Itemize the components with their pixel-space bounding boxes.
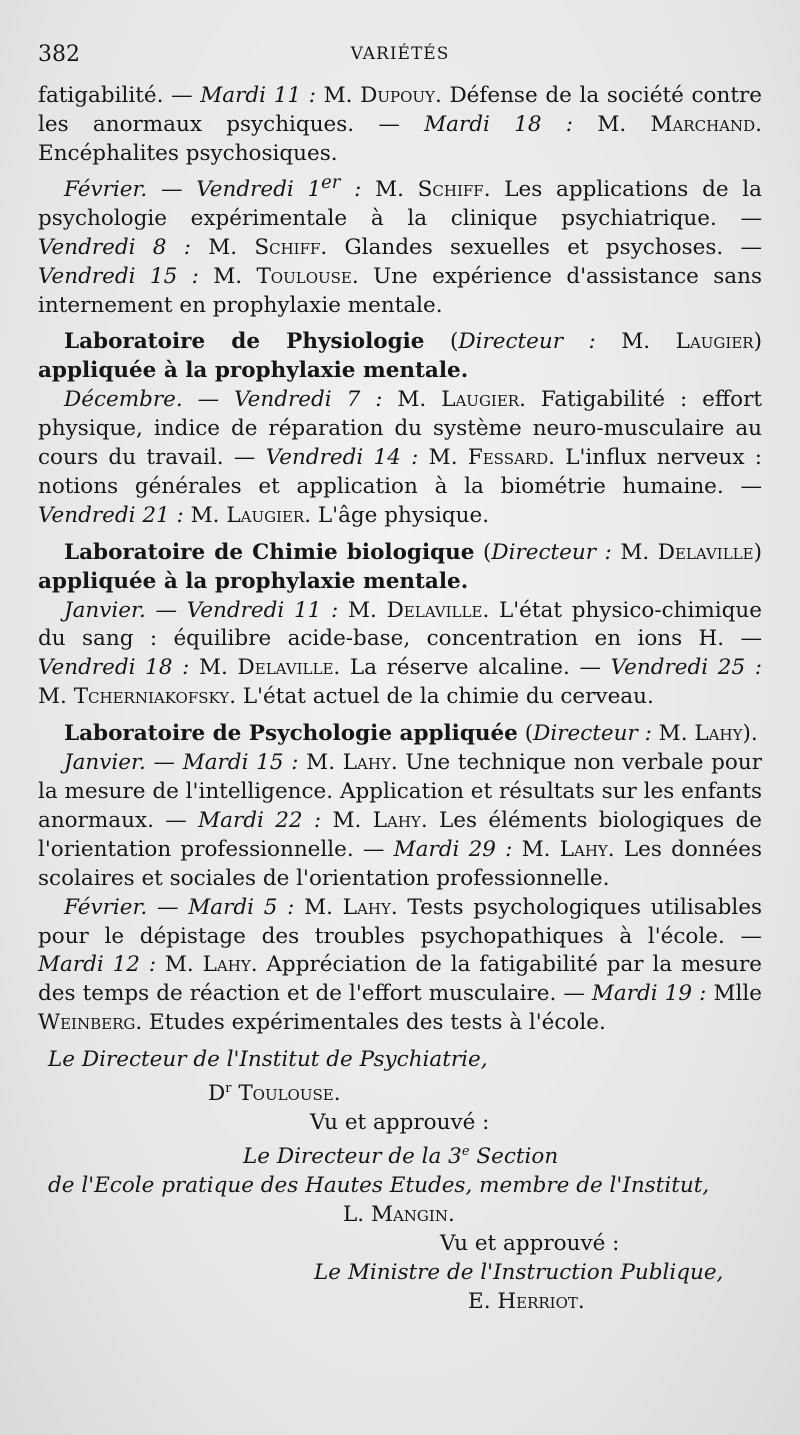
text: . Les données scolaires et sociales de l'orientation professionnelle. [38,836,762,891]
text: . L'état physico-chimique du sang : équilibre acide-base, concentration en ions H. — [38,597,762,652]
signatory-initial: L. [343,1202,371,1227]
text: M. [512,836,560,862]
heading-lab-chimie [38,539,762,597]
text: M. [382,387,442,413]
approval-text: Vu et approuvé : [310,1110,490,1136]
text: Mlle [706,981,762,1007]
signatory-name: Toulouse [238,1081,334,1107]
signature-title-text: Section [469,1144,559,1170]
date-label: Vendredi 15 : [38,263,199,289]
lab-title: Laboratoire de Chimie biologique [64,539,475,565]
signature-1-title [38,1046,762,1075]
text: M. [321,807,373,833]
date-label: Vendredi 18 : [38,655,190,681]
superscript: er [321,171,341,193]
lab-title: Laboratoire de Physiologie [64,329,425,355]
text: . Glandes sexuelles et psychoses. — [320,234,762,260]
heading-lab-psychologie [38,720,762,749]
speaker-name: Laugier [441,387,520,413]
speaker-name: Fessard [467,445,549,471]
text: M. [294,894,343,920]
text: fatigabilité. — [38,83,201,108]
date-label: Vendredi 21 : [38,502,184,528]
speaker-name: Delaville [237,655,334,681]
signature-title-text: Le Directeur de la 3 [243,1144,462,1170]
date-label: Mardi 22 : [198,807,322,833]
signature-3-name [38,1288,762,1317]
speaker-name: Schiff [417,176,484,202]
date-label: Mardi 18 : [424,111,574,137]
text: M. [198,263,257,289]
text: . Etudes expérimentales des tests à l'école. [135,1010,606,1036]
text: . Une technique non verbale pour la mesure de l'intelligence. Application et résultats sur les enfants anormaux. — [38,750,762,833]
speaker-name: Toulouse [256,263,352,289]
signature-3-approved [38,1230,762,1259]
superscript: r [225,1081,232,1097]
signature-2-institution [38,1172,762,1201]
text: . [333,1081,341,1107]
date-label: Janvier. — Vendredi 11 : [64,597,339,623]
text: ( [474,539,492,565]
date-label: Mardi 29 : [393,836,513,862]
date-label: Mardi 19 : [591,981,707,1007]
text: M. [298,750,343,776]
date-label: Février. — Mardi 5 : [64,894,295,920]
page-header [38,42,762,82]
approval-text: Vu et approuvé : [440,1230,620,1256]
text: . [447,1202,455,1227]
paragraph-psychologie-fevrier [38,894,762,1039]
text: M. [315,83,361,108]
text: M. [183,502,227,528]
lab-title: appliquée à la prophylaxie mentale. [38,358,469,384]
speaker-name: Tcherniakofsky [73,684,230,710]
text: . Les applications de la psychologie expérimentale à la clinique psychiatrique. — [38,176,762,231]
text: . Appréciation de la fatigabilité par la mesure des temps de réaction et de l'effort musculaire. — [38,952,762,1007]
director-name: Laugier [675,329,754,355]
text: . L'état actuel de la chimie du cerveau. [229,684,654,710]
signature-2-title [38,1138,762,1172]
text: ). [742,721,758,747]
text: . Une expérience d'assistance sans internement en prophylaxie mentale. [38,263,762,318]
paragraph-psychiatrie-fevrier [38,169,762,321]
date-label: : [340,176,362,202]
title-abbrev: D [208,1081,226,1107]
page-number: 382 [38,42,80,67]
text: ) [753,329,762,355]
text: . Encéphalites psychosiques. [38,111,762,166]
text: M. [361,176,418,202]
date-label: Décembre. — Vendredi 7 : [64,387,383,413]
text: M. [38,684,74,710]
text: . L'âge physique. [304,502,490,528]
date-label: Janvier. — Mardi 15 : [64,750,299,776]
date-label: Vendredi 14 : [265,445,419,471]
text: . [577,1288,585,1314]
paragraph-psychiatrie-janvier [38,82,762,169]
paragraph-physiologie-decembre [38,386,762,531]
speaker-name: Lahy [342,750,391,776]
speaker-name: Lahy [202,952,251,978]
signature-3-title [38,1259,762,1288]
signatory-name: Herriot [497,1288,578,1314]
date-label: Vendredi 25 : [610,655,763,681]
speaker-name: Lahy [342,894,391,920]
text: M. [573,111,651,137]
signature-2-approved [38,1109,762,1138]
speaker-name: Laugier [226,502,305,528]
text: . L'influx nerveux : notions générales et application à la biométrie humaine. — [38,445,762,499]
director-label: Directeur : [491,539,612,565]
body-text [38,82,762,1038]
signatory-name: Mangin [370,1202,448,1227]
signature-1-name [38,1075,762,1109]
signature-title-text: de l'Ecole pratique des Hautes Etudes, membre de l'Institut, [48,1173,710,1199]
date-label: Vendredi 8 : [38,234,191,260]
text: . La réserve alcaline. — [333,655,611,681]
paragraph-chimie-janvier [38,597,762,713]
running-title: VARIÉTÉS [350,44,450,64]
text: ) [753,539,762,565]
paragraph-psychologie-janvier [38,749,762,894]
signature-title-text: Le Directeur de l'Institut de Psychiatrie, [48,1047,488,1073]
signatory-initial: E. [468,1288,498,1314]
speaker-name: Weinberg [38,1010,136,1036]
speaker-name: Lahy [372,807,421,833]
director-label: Directeur : [533,721,652,747]
superscript: e [461,1144,470,1160]
signature-block [38,1046,762,1316]
signature-2-name [38,1201,762,1230]
signature-title-text: Le Ministre de l'Instruction Publique, [314,1259,724,1285]
text: M. [190,234,255,260]
text: M. [651,721,695,747]
text: ( [517,721,534,747]
text: M. [189,655,238,681]
date-label: Février. — Vendredi 1 [64,176,322,202]
director-label: Directeur : [458,329,596,355]
text: . Les éléments biologiques de l'orientation professionnelle. — [38,807,762,862]
text: ( [424,329,459,355]
speaker-name: Dupouy [360,83,435,108]
text: M. [418,445,468,471]
speaker-name: Marchand [650,111,756,137]
text: M. [595,329,676,355]
director-name: Delaville [657,539,754,565]
speaker-name: Delaville [386,597,483,623]
text: . Fatigabilité : effort physique, indice de réparation du système neuro-musculaire au cours du travail. — [38,387,762,471]
date-label: Mardi 11 : [200,83,316,108]
director-name: Lahy [694,721,743,747]
date-label: Mardi 12 : [38,952,157,978]
speaker-name: Schiff [254,234,321,260]
text: M. [338,597,387,623]
lab-title: Laboratoire de Psychologie appliquée [64,721,518,747]
heading-lab-physiologie [38,328,762,386]
text: . Défense de la société contre les anormaux psychiques. — [38,83,762,137]
speaker-name: Lahy [559,836,608,862]
text: M. [611,539,658,565]
text: M. [156,952,203,978]
text: . Tests psychologiques utilisables pour le dépistage des troubles psychopathiques à l'école. — [38,894,762,949]
lab-title: appliquée à la prophylaxie mentale. [38,568,469,594]
